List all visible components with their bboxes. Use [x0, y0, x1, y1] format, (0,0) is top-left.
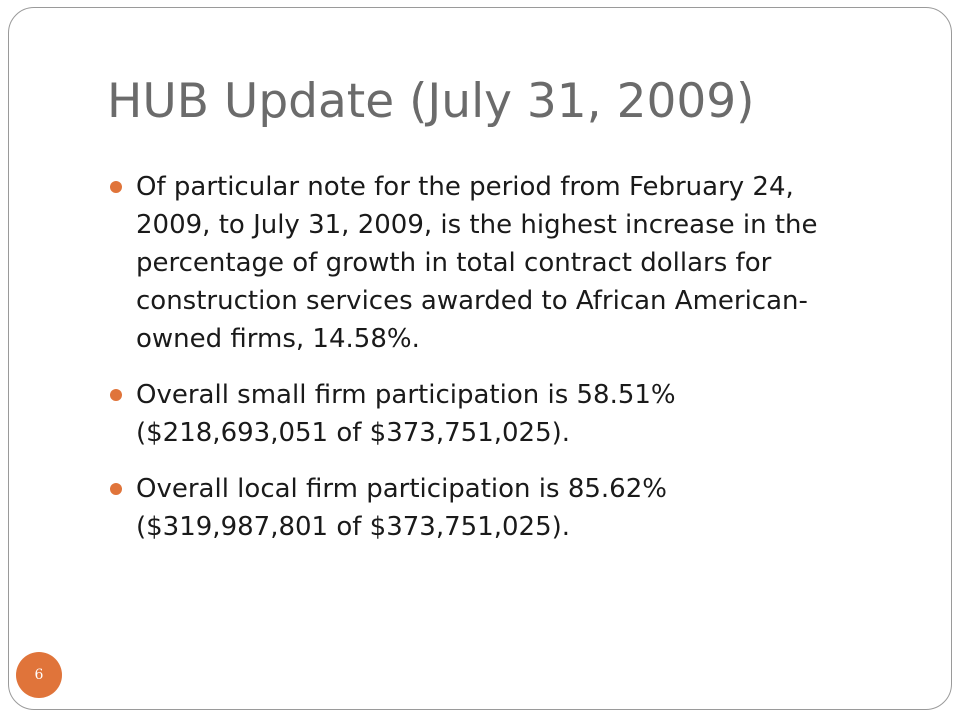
- bullet-dot-icon: [110, 389, 122, 401]
- bullet-text: Overall local firm participation is 85.62% ($319,987,801 of $373,751,025).: [136, 474, 667, 542]
- slide-title: HUB Update (July 31, 2009): [107, 74, 755, 129]
- bullet-text: Overall small firm participation is 58.51% ($218,693,051 of $373,751,025).: [136, 380, 676, 448]
- bullet-item: [104, 376, 864, 452]
- bullet-text: Of particular note for the period from February 24, 2009, to July 31, 2009, is the highest increase in the percentage of growth in total contract dollars for construction services awarded to African American-owned firms, 14.58%.: [136, 172, 818, 354]
- bullet-dot-icon: [110, 181, 122, 193]
- page-number-badge: 6: [16, 652, 62, 698]
- bullet-list: [104, 168, 864, 564]
- bullet-item: [104, 470, 864, 546]
- bullet-dot-icon: [110, 483, 122, 495]
- bullet-item: [104, 168, 864, 358]
